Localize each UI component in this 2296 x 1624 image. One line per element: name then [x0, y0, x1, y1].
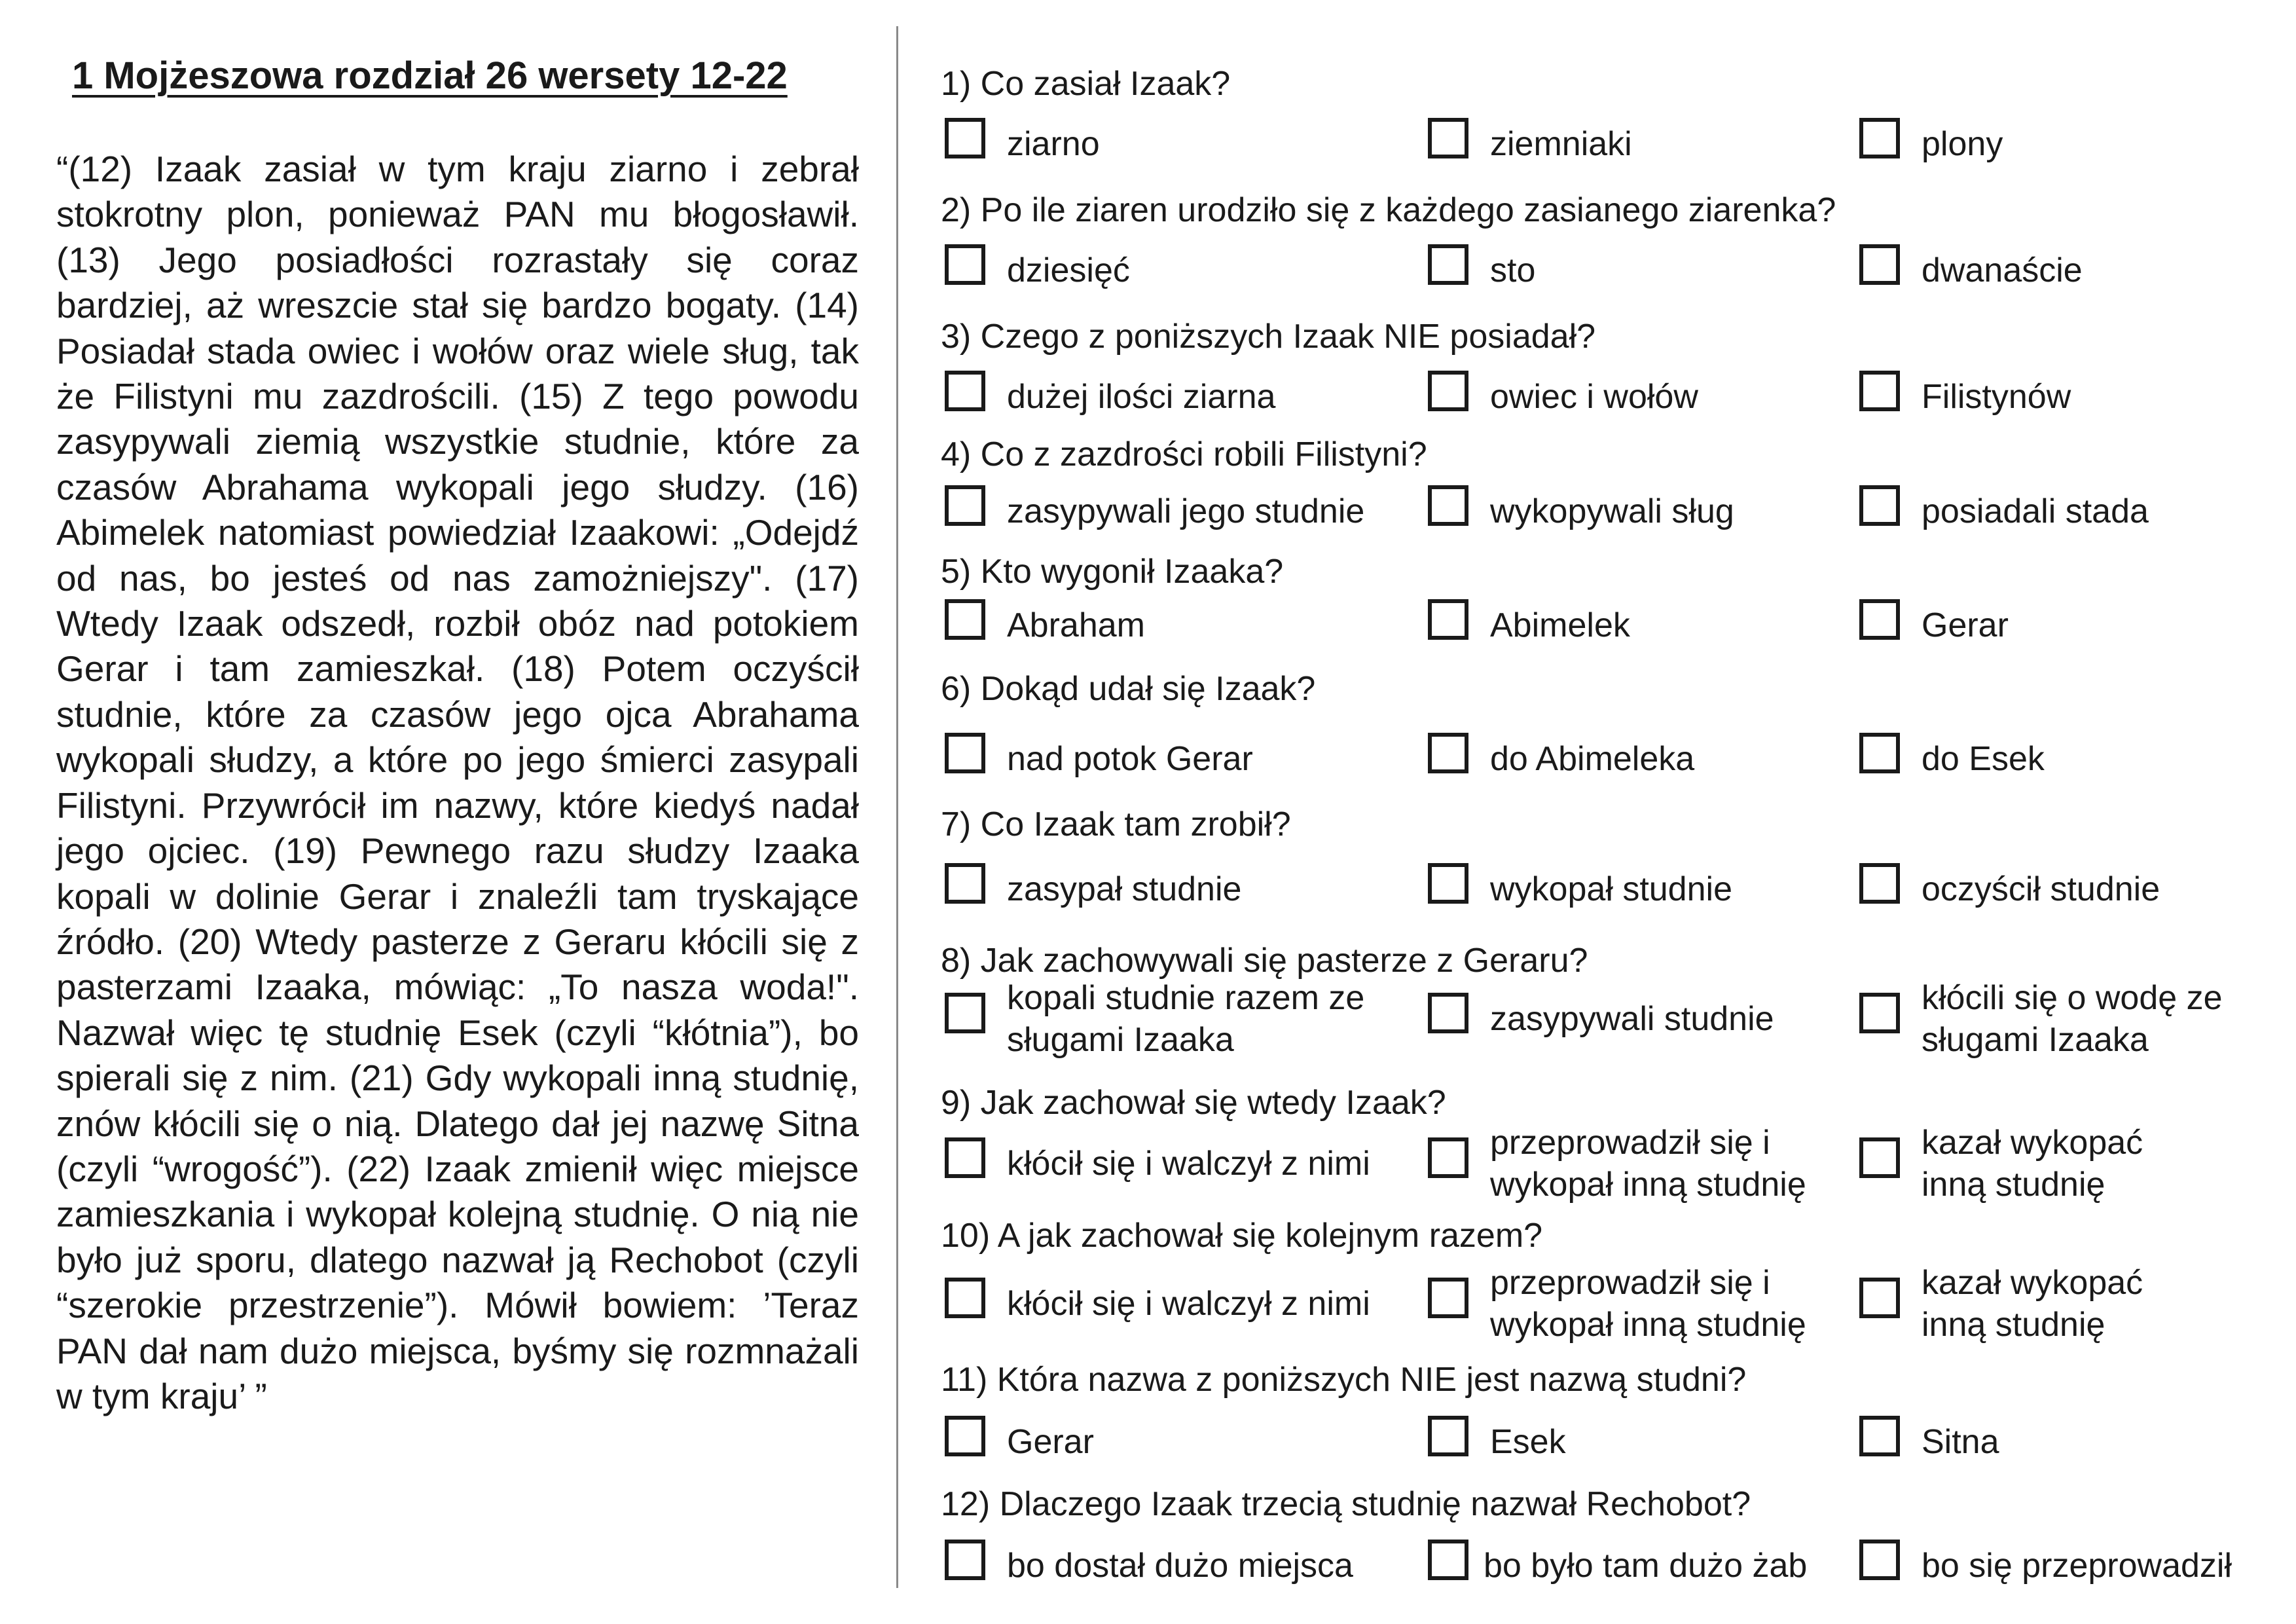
- answer-label: kłócił się i walczył z nimi: [1007, 1285, 1370, 1323]
- answer-label: kazał wykopać inną studnię: [1922, 1124, 2143, 1204]
- answer-label: oczyścił studnie: [1922, 870, 2160, 908]
- answer-option[interactable]: [1428, 863, 1847, 915]
- answer-option[interactable]: [1428, 371, 1847, 423]
- answer-checkbox[interactable]: [945, 1416, 985, 1456]
- answer-option[interactable]: [1428, 1540, 1860, 1592]
- answer-option[interactable]: [945, 244, 1364, 297]
- answer-checkbox[interactable]: [945, 993, 985, 1033]
- answer-label: Gerar: [1922, 606, 2009, 644]
- answer-label: Esek: [1490, 1423, 1566, 1461]
- answer-option[interactable]: [1428, 1124, 1860, 1204]
- column-divider: [896, 26, 898, 1588]
- answer-label: bo było tam dużo żab: [1484, 1547, 1808, 1585]
- answer-label: wykopał studnie: [1490, 870, 1732, 908]
- answer-label: dziesięć: [1007, 251, 1130, 289]
- answer-checkbox[interactable]: [1859, 371, 1900, 411]
- answer-label: do Abimeleka: [1490, 740, 1695, 778]
- answer-checkbox[interactable]: [1859, 244, 1900, 285]
- answer-option[interactable]: [1859, 371, 2278, 423]
- answer-option[interactable]: [1428, 244, 1847, 297]
- answer-label: Gerar: [1007, 1423, 1094, 1461]
- answer-checkbox[interactable]: [1428, 485, 1468, 526]
- answer-option[interactable]: [1859, 863, 2278, 915]
- answer-option[interactable]: [1859, 244, 2278, 297]
- answer-checkbox[interactable]: [1428, 733, 1468, 773]
- answer-checkbox[interactable]: [945, 1540, 985, 1580]
- answer-label: dużej ilości ziarna: [1007, 378, 1276, 416]
- question-5: 5) Kto wygonił Izaaka?: [941, 553, 1284, 591]
- answer-checkbox[interactable]: [1428, 1278, 1468, 1318]
- question-2: 2) Po ile ziaren urodziło się z każdego zasianego ziarenka?: [941, 191, 1836, 229]
- answer-option[interactable]: [945, 485, 1403, 538]
- question-11: 11) Która nazwa z poniższych NIE jest nazwą studni?: [941, 1361, 1747, 1399]
- answer-checkbox[interactable]: [1428, 1137, 1468, 1178]
- answer-checkbox[interactable]: [1859, 1540, 1900, 1580]
- answer-option[interactable]: [1428, 1264, 1860, 1344]
- answer-checkbox[interactable]: [945, 733, 985, 773]
- answer-option[interactable]: [945, 599, 1364, 652]
- answer-option[interactable]: [945, 1137, 1403, 1190]
- answer-option[interactable]: [1859, 733, 2278, 785]
- answer-option[interactable]: [1859, 599, 2278, 652]
- answer-label: Abraham: [1007, 606, 1145, 644]
- answer-checkbox[interactable]: [945, 371, 985, 411]
- answer-option[interactable]: [945, 979, 1403, 1059]
- answer-label: kłócili się o wodę ze sługami Izaaka: [1922, 979, 2223, 1059]
- question-7: 7) Co Izaak tam zrobił?: [941, 805, 1291, 843]
- question-3: 3) Czego z poniższych Izaak NIE posiadał?: [941, 318, 1596, 356]
- answer-checkbox[interactable]: [1428, 863, 1468, 904]
- answer-checkbox[interactable]: [1859, 863, 1900, 904]
- answer-option[interactable]: [945, 1278, 1403, 1330]
- answer-option[interactable]: [1859, 1416, 2278, 1468]
- answer-option[interactable]: [945, 371, 1364, 423]
- answer-checkbox[interactable]: [1859, 118, 1900, 158]
- answer-option[interactable]: [1428, 118, 1847, 170]
- passage-title: 1 Mojżeszowa rozdział 26 wersety 12-22: [72, 54, 788, 97]
- answer-option[interactable]: [1859, 1124, 2278, 1204]
- question-10: 10) A jak zachował się kolejnym razem?: [941, 1217, 1543, 1255]
- question-4: 4) Co z zazdrości robili Filistyni?: [941, 435, 1427, 473]
- question-12: 12) Dlaczego Izaak trzecią studnię nazwał Rechobot?: [941, 1485, 1751, 1523]
- answer-checkbox[interactable]: [1428, 1416, 1468, 1456]
- answer-label: Filistynów: [1922, 378, 2071, 416]
- answer-label: plony: [1922, 125, 2003, 163]
- answer-label: posiadali stada: [1922, 492, 2149, 530]
- answer-label: wykopywali sług: [1490, 492, 1734, 530]
- answer-option[interactable]: [1859, 485, 2278, 538]
- question-9: 9) Jak zachował się wtedy Izaak?: [941, 1084, 1446, 1122]
- answer-label: sto: [1490, 251, 1536, 289]
- answer-checkbox[interactable]: [945, 1278, 985, 1318]
- answer-option[interactable]: [1428, 599, 1847, 652]
- answer-option[interactable]: [1428, 733, 1847, 785]
- answer-checkbox[interactable]: [945, 863, 985, 904]
- answer-label: Sitna: [1922, 1423, 1999, 1461]
- answer-checkbox[interactable]: [945, 1137, 985, 1178]
- question-8: 8) Jak zachowywali się pasterze z Geraru?: [941, 942, 1588, 980]
- passage-text: “(12) Izaak zasiał w tym kraju ziarno i zebrał stokrotny plon, ponieważ PAN mu błogosławił. (13) Jego posiadłości rozrastały się coraz bardziej, aż wreszcie stał się bardzo bogaty. (14) Posiadał stada owiec i wołów oraz wiele sług, tak że Filistyni mu zazdrościli. (15) Z tego powodu zasypywali ziemią wszystkie studnie, które za czasów Abrahama wykopali jego słudzy. (16) Abimelek natomiast powiedział Izaakowi: „Odejdź od nas, bo jesteś od nas zamożniejszy". (17) Wtedy Izaak odszedł, rozbił obóz nad potokiem Gerar i tam zamieszkał. (18) Potem oczyścił studnie, które za czasów jego ojca Abrahama wykopali słudzy, a które po jego śmierci zasypali Filistyni. Przywrócił im nazwy, które kiedyś nadał jego ojciec. (19) Pewnego razu słudzy Izaaka kopali w dolinie Gerar i znaleźli tam tryskające źródło. (20) Wtedy pasterze z Geraru kłócili się z pasterzami Izaaka, mówiąc: „To nasza woda!". Nazwał więc tę studnię Esek (czyli “kłótnia”), bo spierali się z nim. (21) Gdy wykopali inną studnię, znów kłócili się o nią. Dlatego dał jej nazwę Sitna (czyli “wrogość”). (22) Izaak zmienił więc miejsce zamieszkania i wykopał kolejną studnię. O nią nie było już sporu, dlatego nazwał ją Rechobot (czyli “szerokie przestrzenie”). Mówił bowiem: ’Teraz PAN dał nam dużo miejsca, byśmy się rozmnażali w tym kraju’ ”: [56, 149, 859, 1416]
- answer-checkbox[interactable]: [1428, 993, 1468, 1033]
- answer-label: zasypywali jego studnie: [1007, 492, 1365, 530]
- answer-label: owiec i wołów: [1490, 378, 1698, 416]
- answer-label: kopali studnie razem ze sługami Izaaka: [1007, 979, 1365, 1059]
- answer-label: bo dostał dużo miejsca: [1007, 1547, 1353, 1585]
- answer-checkbox[interactable]: [945, 244, 985, 285]
- answer-checkbox[interactable]: [945, 118, 985, 158]
- answer-option[interactable]: [945, 1540, 1403, 1592]
- answer-checkbox[interactable]: [945, 599, 985, 640]
- answer-checkbox[interactable]: [1428, 244, 1468, 285]
- answer-label: zasypywali studnie: [1490, 1000, 1774, 1038]
- answer-checkbox[interactable]: [1859, 1137, 1900, 1178]
- answer-checkbox[interactable]: [1428, 599, 1468, 640]
- answer-option[interactable]: [1428, 485, 1847, 538]
- answer-checkbox[interactable]: [1859, 1416, 1900, 1456]
- answer-label: bo się przeprowadził: [1922, 1547, 2232, 1585]
- answer-option[interactable]: [945, 118, 1364, 170]
- answer-label: kazał wykopać inną studnię: [1922, 1264, 2143, 1344]
- answer-label: przeprowadził się i wykopał inną studnię: [1490, 1124, 1806, 1204]
- answer-label: do Esek: [1922, 740, 2045, 778]
- answer-option[interactable]: [945, 1416, 1364, 1468]
- answer-checkbox[interactable]: [1428, 371, 1468, 411]
- answer-checkbox[interactable]: [1859, 1278, 1900, 1318]
- answer-checkbox[interactable]: [1859, 733, 1900, 773]
- answer-label: kłócił się i walczył z nimi: [1007, 1145, 1370, 1183]
- answer-option[interactable]: [1859, 1540, 2278, 1592]
- answer-label: nad potok Gerar: [1007, 740, 1253, 778]
- answer-option[interactable]: [1859, 1264, 2278, 1344]
- answer-checkbox[interactable]: [945, 485, 985, 526]
- answer-checkbox[interactable]: [1428, 118, 1468, 158]
- answer-option[interactable]: [1859, 118, 2278, 170]
- answer-checkbox[interactable]: [1859, 599, 1900, 640]
- answer-label: dwanaście: [1922, 251, 2083, 289]
- answer-label: przeprowadził się i wykopał inną studnię: [1490, 1264, 1806, 1344]
- answer-option[interactable]: [945, 863, 1364, 915]
- answer-checkbox[interactable]: [1428, 1540, 1468, 1580]
- answer-checkbox[interactable]: [1859, 485, 1900, 526]
- answer-label: Abimelek: [1490, 606, 1630, 644]
- answer-checkbox[interactable]: [1859, 993, 1900, 1033]
- question-6: 6) Dokąd udał się Izaak?: [941, 670, 1316, 708]
- answer-label: ziarno: [1007, 125, 1100, 163]
- answer-label: ziemniaki: [1490, 125, 1632, 163]
- answer-option[interactable]: [1428, 993, 1847, 1045]
- answer-option[interactable]: [945, 733, 1364, 785]
- answer-option[interactable]: [1428, 1416, 1847, 1468]
- answer-option[interactable]: [1859, 979, 2278, 1059]
- question-1: 1) Co zasiał Izaak?: [941, 65, 1231, 103]
- answer-label: zasypał studnie: [1007, 870, 1242, 908]
